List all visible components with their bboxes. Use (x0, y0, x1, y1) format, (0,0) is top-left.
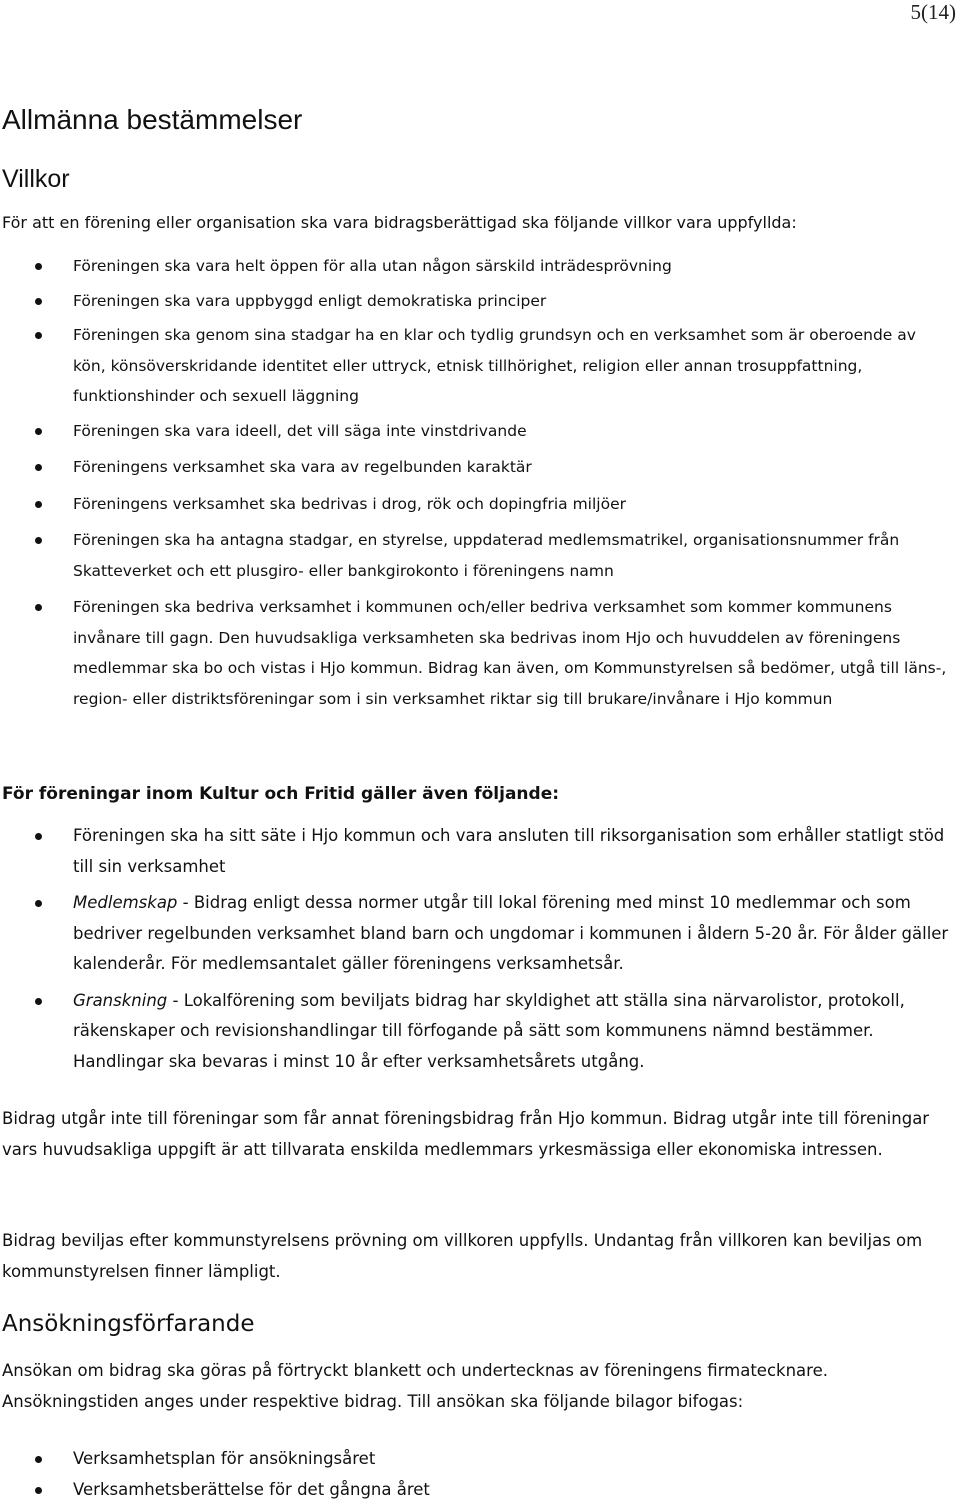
kultur-item-term: Granskning (73, 991, 167, 1010)
paragraph-bidrag-beviljas: Bidrag beviljas efter kommunstyrelsens prövning om villkoren uppfylls. Undantag från villkoren kan beviljas om kommunstyrelsen finner lämpligt. (2, 1226, 947, 1287)
condition-item (0, 452, 950, 483)
condition-item (0, 525, 950, 586)
subheading-ansokningsforfarande: Ansökningsförfarande (2, 1309, 255, 1339)
conditions-list (0, 251, 950, 714)
intro-paragraph: För att en förening eller organisation ska vara bidragsberättigad ska följande villkor vara uppfyllda: (2, 208, 947, 239)
kultur-item (0, 986, 950, 1078)
bullet-icon (35, 464, 42, 471)
attachment-item (0, 1475, 950, 1505)
bullet-icon (35, 900, 42, 907)
attachment-item (0, 1444, 950, 1475)
paragraph-bidrag-utgar: Bidrag utgår inte till föreningar som får annat föreningsbidrag från Hjo kommun. Bidrag utgår inte till föreningar vars huvudsakliga uppgift är att tillvarata enskilda medlemmars yrkesmässiga eller ekonomiska intressen. (2, 1104, 947, 1165)
kultur-fritid-heading: För föreningar inom Kultur och Fritid gäller även följande: (2, 779, 559, 809)
paragraph-ansokan: Ansökan om bidrag ska göras på förtryckt blankett och undertecknas av föreningens firmatecknare. Ansökningstiden anges under respektive bidrag. Till ansökan ska följande bilagor bifogas: (2, 1356, 947, 1417)
condition-text: Föreningen ska vara ideell, det vill säga inte vinstdrivande (73, 422, 527, 440)
bullet-icon (35, 332, 42, 339)
kultur-item-text: - Lokalförening som beviljats bidrag har skyldighet att ställa sina närvarolistor, protokoll, räkenskaper och revisionshandlingar till förfogande på sätt som kommunens nämnd bestämmer. Handlingar ska bevaras i minst 10 år efter verksamhetsårets utgång. (73, 991, 905, 1071)
condition-item (0, 416, 950, 447)
condition-item (0, 592, 950, 714)
attachment-text: Verksamhetsberättelse för det gångna året (73, 1480, 430, 1499)
kultur-item (0, 888, 950, 980)
condition-text: Föreningens verksamhet ska bedrivas i drog, rök och dopingfria miljöer (73, 495, 626, 513)
kultur-item-text: Föreningen ska ha sitt säte i Hjo kommun och vara ansluten till riksorganisation som erhåller statligt stöd till sin verksamhet (73, 826, 944, 876)
attachment-text: Verksamhetsplan för ansökningsåret (73, 1449, 375, 1468)
condition-text: Föreningen ska bedriva verksamhet i kommunen och/eller bedriva verksamhet som kommer kommunens invånare till gagn. Den huvudsakliga verksamheten ska bedrivas inom Hjo och huvuddelen av föreningens medlemmar ska bo och vistas i Hjo kommun. Bidrag kan även, om Kommunstyrelsen så bedömer, utgå till läns-, region- eller distriktsföreningar som i sin verksamhet riktar sig till brukare/invånare i Hjo kommun (73, 598, 946, 708)
condition-text: Föreningen ska ha antagna stadgar, en styrelse, uppdaterad medlemsmatrikel, organisationsnummer från Skatteverket och ett plusgiro- eller bankgirokonto i föreningens namn (73, 531, 899, 580)
condition-item (0, 320, 950, 412)
condition-text: Föreningen ska vara helt öppen för alla utan någon särskild inträdesprövning (73, 257, 672, 275)
bullet-icon (35, 263, 42, 270)
condition-item (0, 286, 950, 317)
kultur-item-text: - Bidrag enligt dessa normer utgår till lokal förening med minst 10 medlemmar och som bedriver regelbunden verksamhet bland barn och ungdomar i kommunen i åldern 5-20 år. För ålder gäller kalenderår. För medlemsantalet gäller föreningens verksamhetsår. (73, 893, 948, 973)
bullet-icon (35, 298, 42, 305)
bullet-icon (35, 1456, 42, 1463)
kultur-item-term: Medlemskap (73, 893, 177, 912)
bullet-icon (35, 998, 42, 1005)
section-heading-allmanna-bestammelser: Allmänna bestämmelser (2, 103, 302, 137)
page-number: 5(14) (911, 0, 957, 24)
condition-item (0, 489, 950, 520)
bullet-icon (35, 604, 42, 611)
condition-item (0, 251, 950, 282)
bullet-icon (35, 1487, 42, 1494)
bullet-icon (35, 537, 42, 544)
condition-text: Föreningen ska vara uppbyggd enligt demokratiska principer (73, 292, 546, 310)
bullet-icon (35, 501, 42, 508)
attachments-list (0, 1444, 950, 1505)
bullet-icon (35, 833, 42, 840)
kultur-item (0, 821, 950, 882)
condition-text: Föreningen ska genom sina stadgar ha en klar och tydlig grundsyn och en verksamhet som är oberoende av kön, könsöverskridande identitet eller uttryck, etnisk tillhörighet, religion eller annan trosuppfattning, funktionshinder och sexuell läggning (73, 326, 916, 405)
bullet-icon (35, 428, 42, 435)
kultur-fritid-list (0, 821, 950, 1077)
condition-text: Föreningens verksamhet ska vara av regelbunden karaktär (73, 458, 532, 476)
subheading-villkor: Villkor (2, 164, 70, 194)
